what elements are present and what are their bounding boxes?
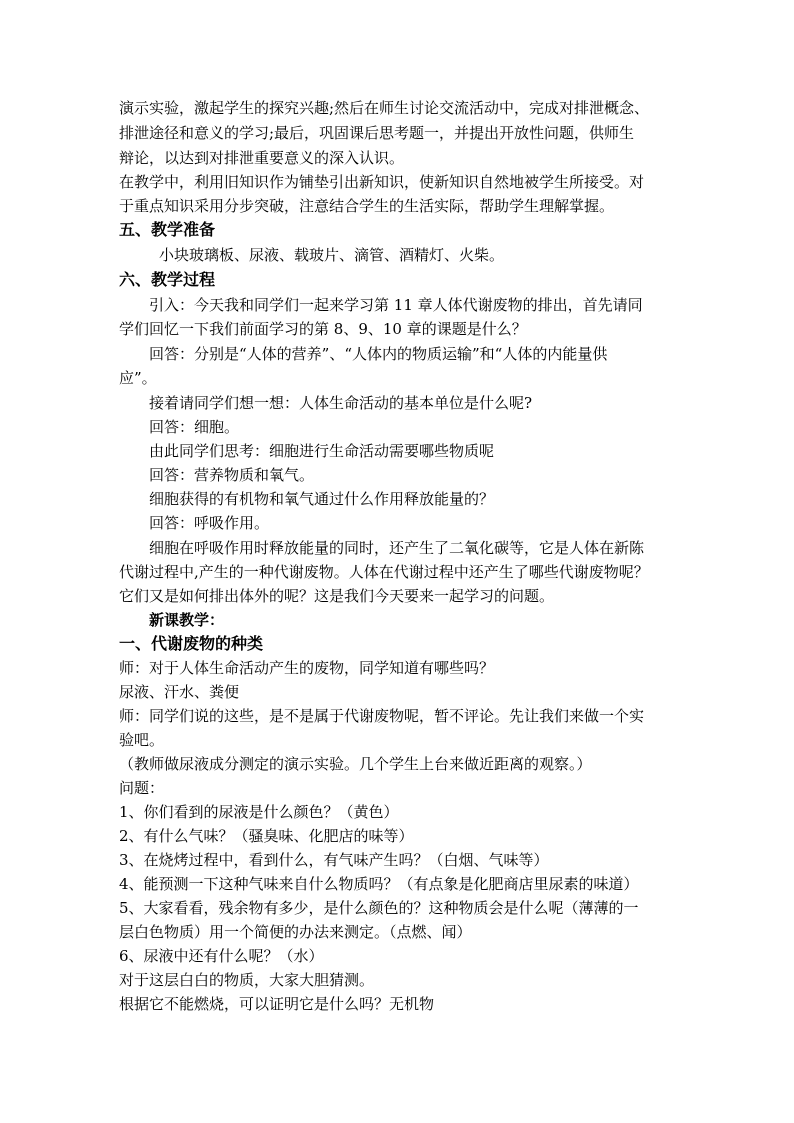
materials-list: 小块玻璃板、尿液、载玻片、滴管、酒精灯、火柴。 — [159, 246, 505, 264]
question-item: 3、在烧烤过程中，看到什么，有气味产生吗？（白烟、气味等） — [119, 851, 549, 869]
paragraph-line: 问题： — [119, 779, 165, 797]
question-item: 层白色物质）用一个简便的办法来测定。（点燃、闻） — [119, 923, 472, 941]
paragraph-line: 师：同学们说的这些，是不是属于代谢废物呢，暂不评论。先让我们来做一个实 — [119, 707, 645, 725]
paragraph-line: 回答：呼吸作用。 — [149, 514, 270, 532]
paragraph-line: 于重点知识采用分步突破，注意结合学生的生活实际，帮助学生理解掌握。 — [119, 197, 615, 215]
section-heading-preparation: 五、教学准备 — [119, 220, 216, 239]
section-heading-process: 六、教学过程 — [119, 270, 216, 289]
paragraph-line: 验吧。 — [119, 731, 165, 749]
paragraph-line: 接着请同学们想一想：人体生命活动的基本单位是什么呢? — [149, 394, 533, 412]
subheading-new-lesson: 新课教学： — [149, 611, 225, 629]
paragraph-line: 根据它不能燃烧，可以证明它是什么吗？无机物 — [119, 995, 435, 1013]
question-item: 2、有什么气味？（骚臭味、化肥店的味等） — [119, 827, 414, 845]
paragraph-line: 学们回忆一下我们前面学习的第 8、9、10 章的课题是什么？ — [119, 320, 527, 338]
paragraph-line: 演示实验，激起学生的探究兴趣;然后在师生讨论交流活动中，完成对排泄概念、 — [119, 99, 650, 117]
paragraph-line: 对于这层白白的物质，大家大胆猜测。 — [119, 971, 375, 989]
paragraph-line: 排泄途径和意义的学习;最后，巩固课后思考题一，并提出开放性问题，供师生 — [119, 124, 635, 142]
paragraph-line: 在教学中，利用旧知识作为铺垫引出新知识，使新知识自然地被学生所接受。对 — [119, 173, 645, 191]
paragraph-line: 细胞在呼吸作用时释放能量的同时，还产生了二氧化碳等，它是人体在新陈 — [149, 539, 645, 557]
question-item: 4、能预测一下这种气味来自什么物质吗？（有点象是化肥商店里尿素的味道） — [119, 875, 639, 893]
paragraph-line: 回答：营养物质和氧气。 — [149, 466, 315, 484]
paragraph-line: 由此同学们思考：细胞进行生命活动需要哪些物质呢 — [149, 442, 495, 460]
paragraph-line: 应”。 — [119, 369, 157, 387]
paragraph-line: （教师做尿液成分测定的演示实验。几个学生上台来做近距离的观察。） — [119, 755, 592, 773]
question-item: 1、你们看到的尿液是什么颜色？（黄色） — [119, 803, 399, 821]
paragraph-line: 辩论，以达到对排泄重要意义的深入认识。 — [119, 149, 405, 167]
paragraph-line: 代谢过程中,产生的一种代谢废物。人体在代谢过程中还产生了哪些代谢废物呢？ — [119, 563, 649, 581]
paragraph-line: 回答：细胞。 — [149, 418, 240, 436]
question-item: 5、大家看看，残余物有多少，是什么颜色的？这种物质会是什么呢（薄薄的一 — [119, 899, 639, 917]
paragraph-line: 引入：今天我和同学们一起来学习第 11 章人体代谢废物的排出，首先请同 — [149, 296, 643, 314]
paragraph-line: 尿液、汗水、粪便 — [119, 683, 240, 701]
paragraph-line: 回答：分别是“人体的营养”、“人体内的物质运输”和“人体的内能量供 — [149, 345, 608, 363]
paragraph-line: 它们又是如何排出体外的呢？这是我们今天要来一起学习的问题。 — [119, 587, 555, 605]
section-heading-waste-types: 一、代谢废物的种类 — [119, 634, 264, 653]
question-item: 6、尿液中还有什么呢？（水） — [119, 947, 324, 965]
paragraph-line: 细胞获得的有机物和氧气通过什么作用释放能量的？ — [149, 490, 495, 508]
paragraph-line: 师：对于人体生命活动产生的废物，同学知道有哪些吗？ — [119, 659, 495, 677]
